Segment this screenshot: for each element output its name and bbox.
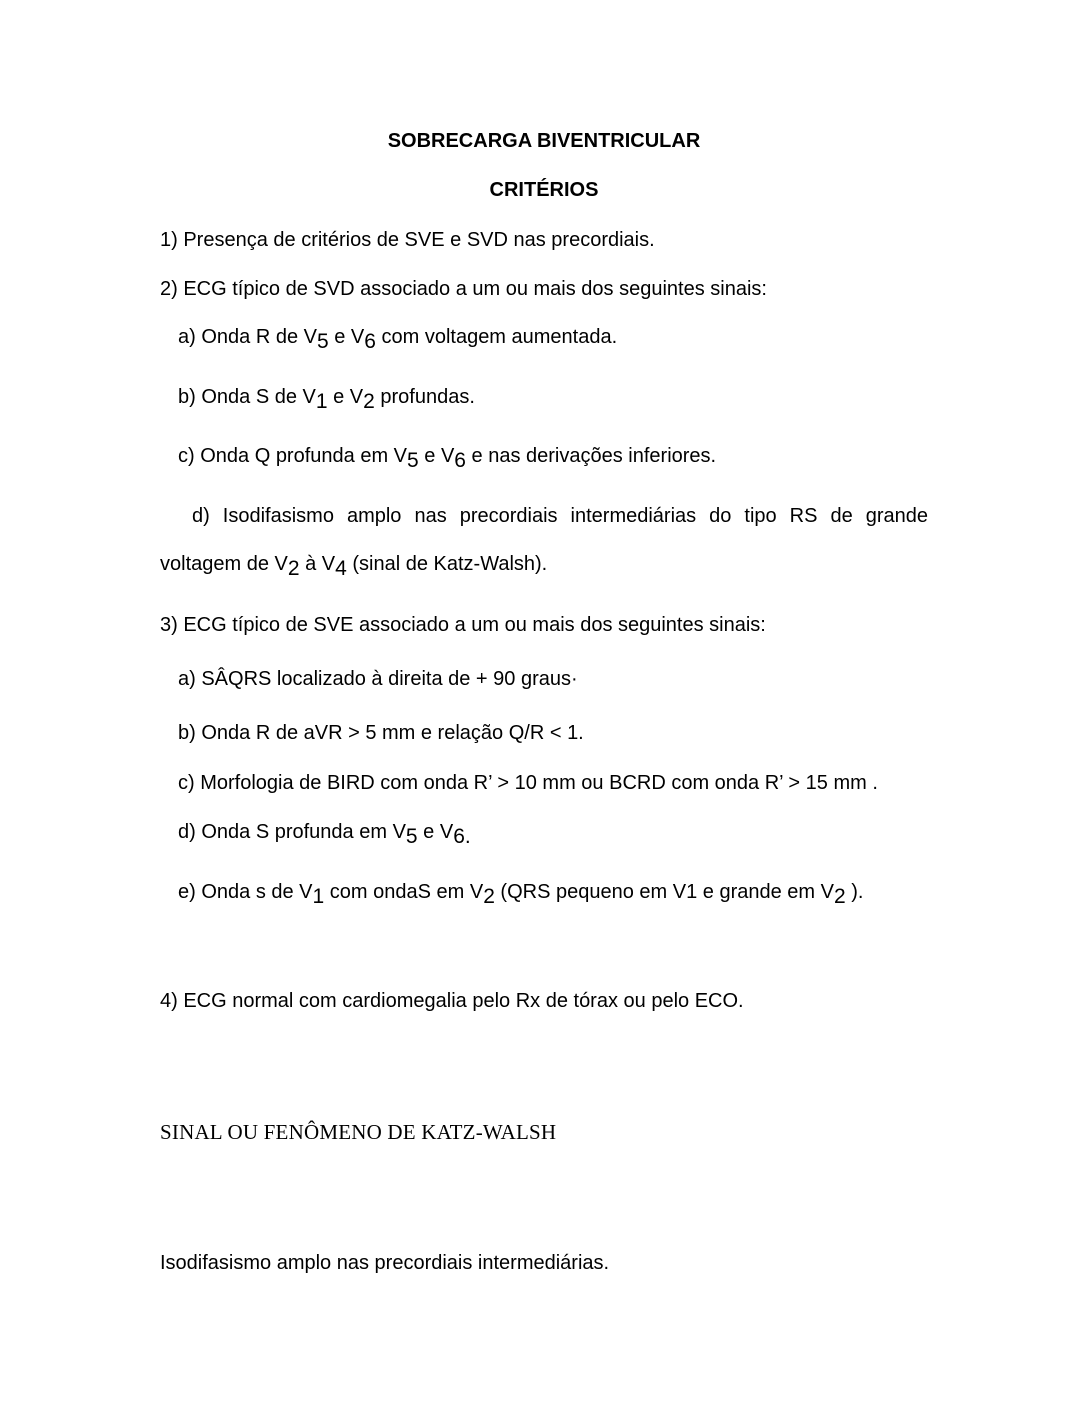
criterion-2d-line1: d) Isodifasismo amplo nas precordiais intermediárias do tipo RS de grande [192, 505, 928, 527]
criterion-3: 3) ECG típico de SVE associado a um ou mais dos seguintes sinais: [160, 614, 766, 636]
criterion-2: 2) ECG típico de SVD associado a um ou mais dos seguintes sinais: [160, 278, 767, 300]
criterion-3b: b) Onda R de aVR > 5 mm e relação Q/R < 1. [178, 722, 584, 744]
criterion-2c: c) Onda Q profunda em V5 e V6 e nas derivações inferiores. [178, 445, 717, 472]
criteria-heading: CRITÉRIOS [489, 179, 599, 201]
document-title: SOBRECARGA BIVENTRICULAR [387, 130, 701, 152]
criterion-4: 4) ECG normal com cardiomegalia pelo Rx de tórax ou pelo ECO. [160, 990, 744, 1012]
criterion-2d-line2: voltagem de V2 à V4 (sinal de Katz-Walsh). [160, 553, 548, 580]
section-text: Isodifasismo amplo nas precordiais intermediárias. [160, 1252, 610, 1274]
criterion-3e: e) Onda s de V1 com ondaS em V2 (QRS pequeno em V1 e grande em V2 ). [178, 881, 864, 908]
criterion-3c: c) Morfologia de BIRD com onda R’ > 10 mm ou BCRD com onda R’ > 15 mm . [178, 772, 878, 794]
criterion-3d: d) Onda S profunda em V5 e V6. [178, 821, 471, 848]
criterion-2b: b) Onda S de V1 e V2 profundas. [178, 386, 475, 413]
criterion-1: 1) Presença de critérios de SVE e SVD nas precordiais. [160, 229, 655, 251]
section-heading-katz-walsh: SINAL OU FENÔMENO DE KATZ-WALSH [160, 1120, 557, 1144]
criterion-2a: a) Onda R de V5 e V6 com voltagem aumentada. [178, 326, 618, 353]
criterion-3a: a) SÂQRS localizado à direita de + 90 graus· [178, 668, 578, 690]
